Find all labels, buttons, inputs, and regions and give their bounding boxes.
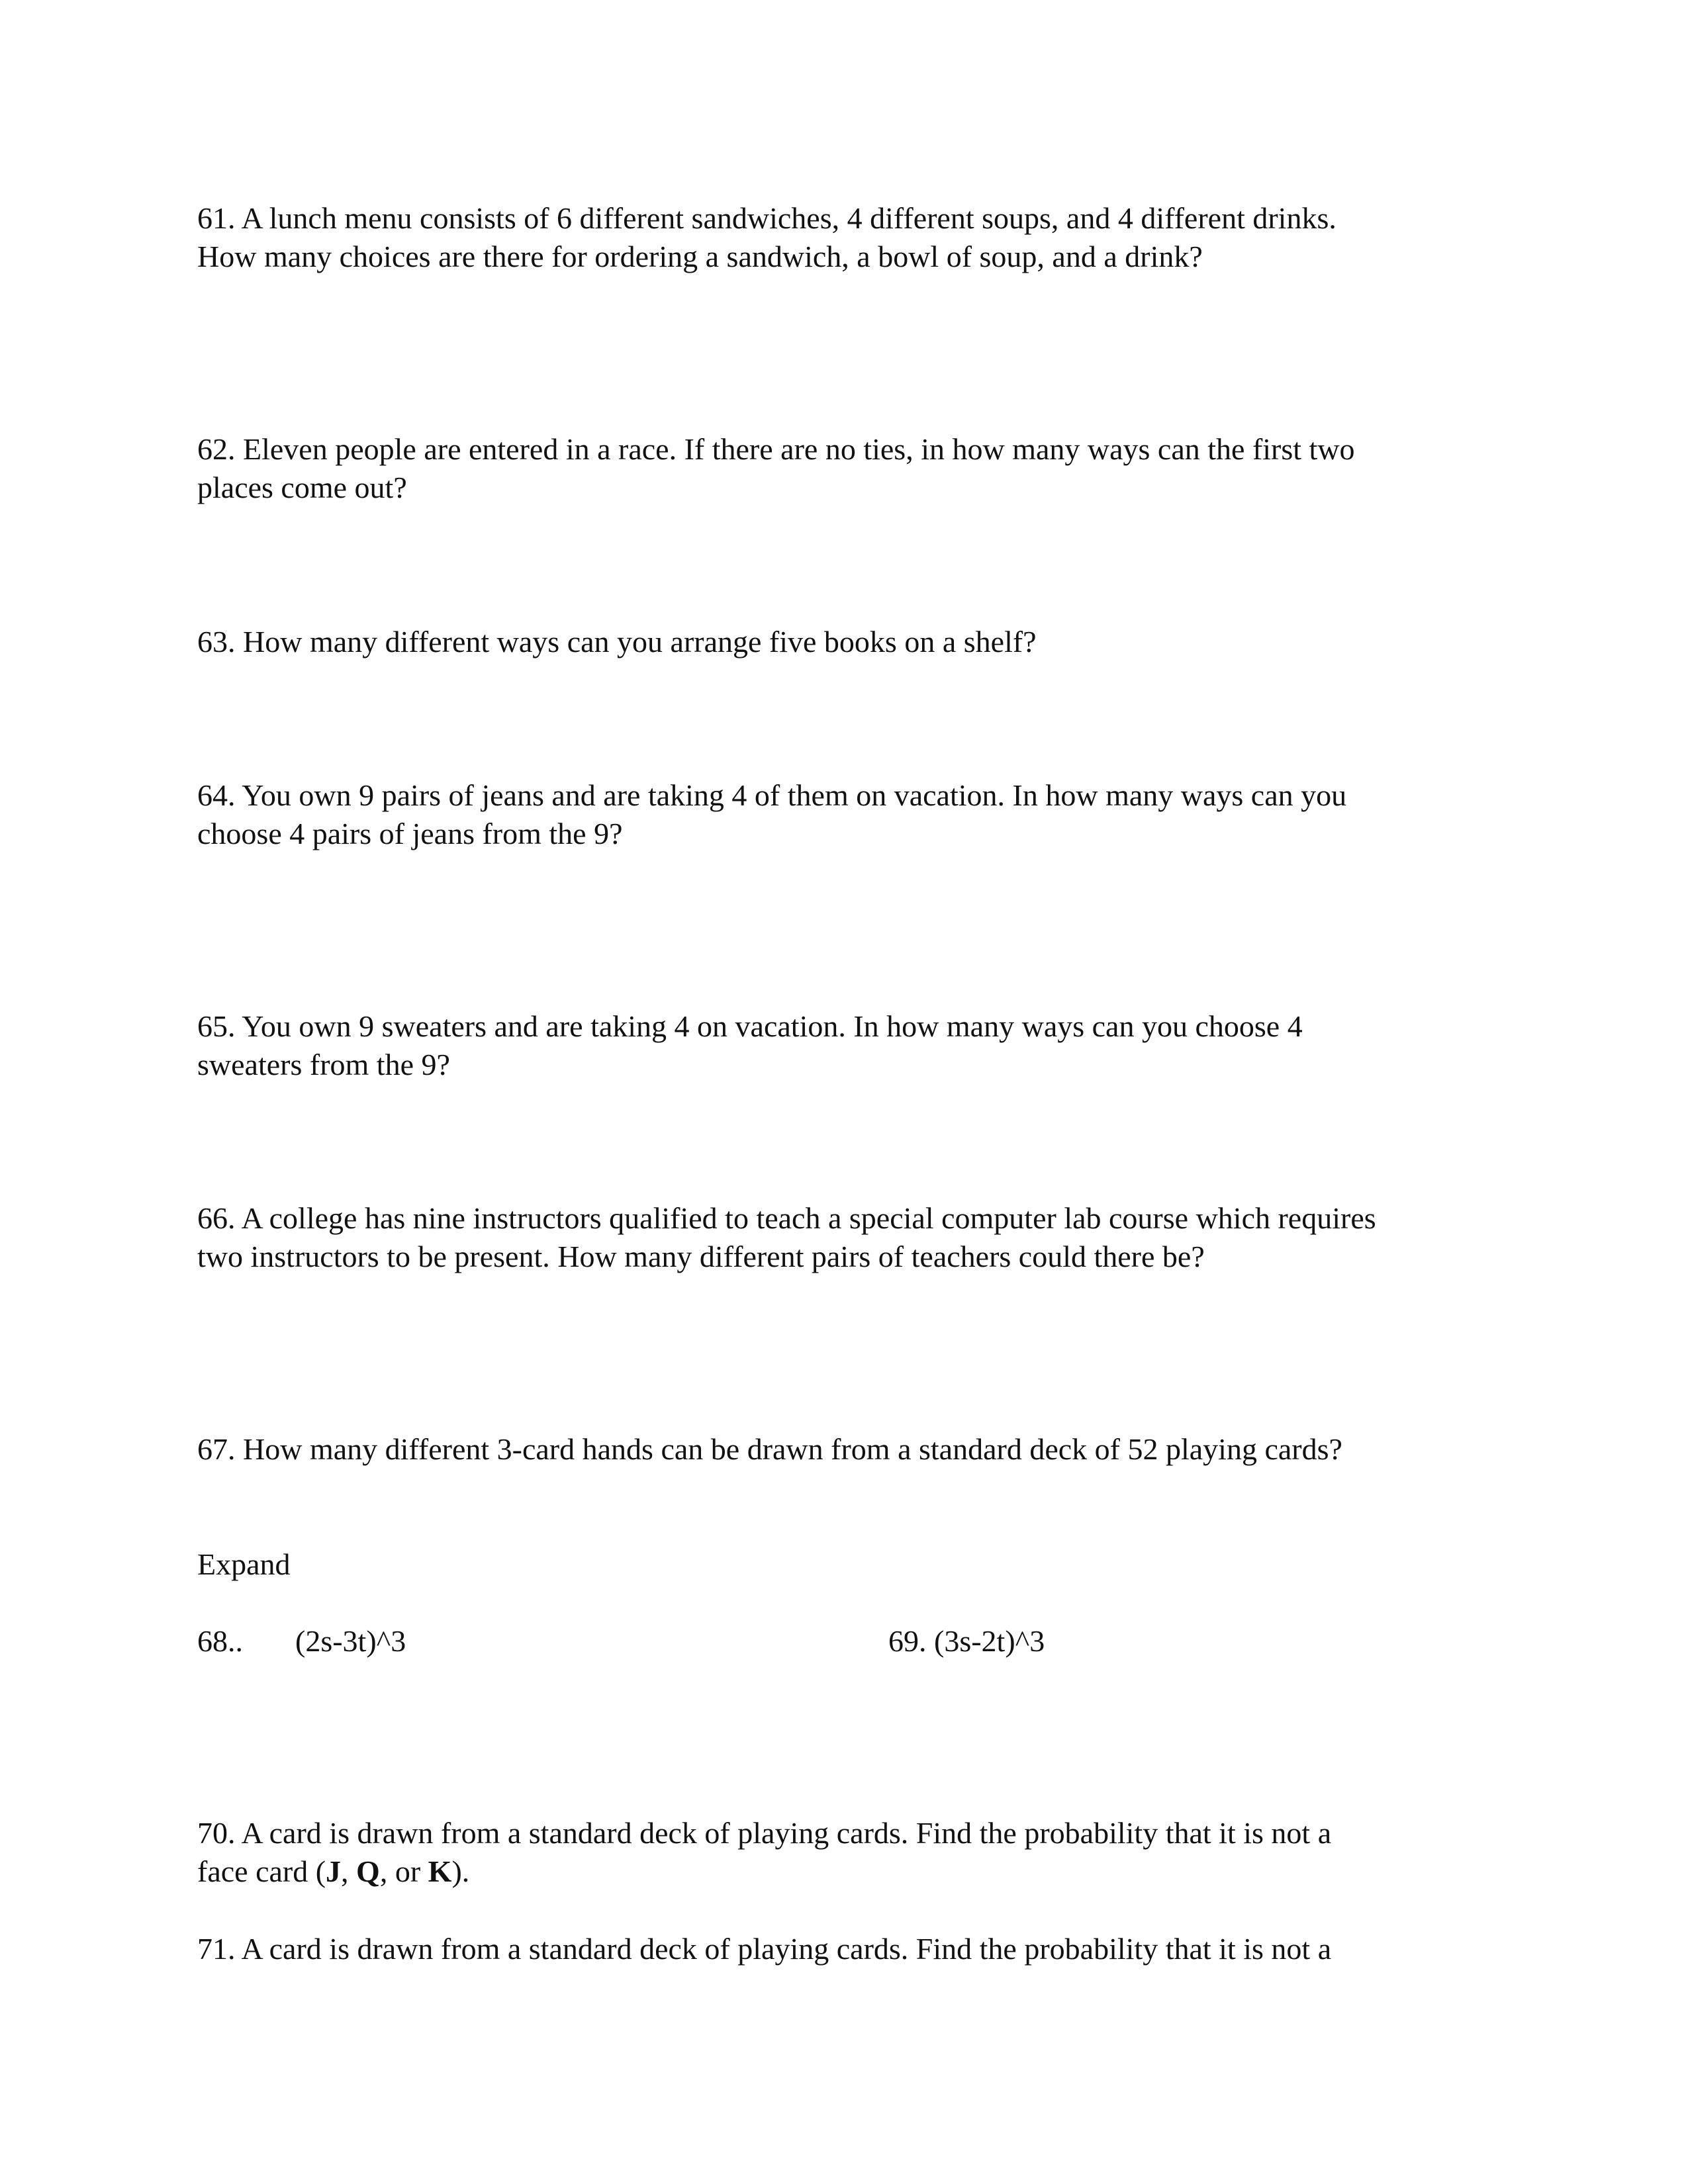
problem-71: [197, 1930, 1495, 1968]
problem-65-line-1: 65. You own 9 sweaters and are taking 4 on vacation. In how many ways can you choose 4: [197, 1009, 1303, 1043]
problem-68-expression: (2s-3t)^3: [295, 1624, 406, 1658]
problem-70-line-1: 70. A card is drawn from a standard deck of playing cards. Find the probability that it is not a: [197, 1816, 1332, 1850]
problem-65-line-2: sweaters from the 9?: [197, 1048, 450, 1081]
problem-66-line-1: 66. A college has nine instructors qualified to teach a special computer lab course which requires: [197, 1201, 1376, 1235]
problem-61-line-2: How many choices are there for ordering a sandwich, a bowl of soup, and a drink?: [197, 240, 1203, 273]
problem-71-line-1: 71. A card is drawn from a standard deck of playing cards. Find the probability that it is not a: [197, 1932, 1332, 1966]
separator-2: , or: [379, 1854, 428, 1888]
problem-61-line-1: 61. A lunch menu consists of 6 different sandwiches, 4 different soups, and 4 different drinks.: [197, 201, 1336, 235]
problem-67: [197, 1430, 1495, 1469]
problem-69-text: 69. (3s-2t)^3: [888, 1624, 1045, 1658]
card-j: J: [326, 1854, 342, 1888]
expand-heading: [197, 1545, 1495, 1584]
card-q: Q: [356, 1854, 380, 1888]
problem-68-number: 68..: [197, 1624, 243, 1658]
problem-70-line-2-suffix: ).: [451, 1854, 470, 1888]
problem-62: [197, 430, 1495, 507]
card-k: K: [428, 1854, 452, 1888]
problem-70: [197, 1814, 1495, 1891]
problem-67-line-1: 67. How many different 3-card hands can be drawn from a standard deck of 52 playing cards?: [197, 1432, 1342, 1466]
problem-63-line-1: 63. How many different ways can you arrange five books on a shelf?: [197, 625, 1037, 659]
separator-1: ,: [341, 1854, 357, 1888]
problem-65: [197, 1007, 1495, 1084]
problem-70-line-2-prefix: face card (: [197, 1854, 326, 1888]
problem-70-line-2: [197, 1852, 1495, 1891]
problem-64: [197, 776, 1495, 853]
problem-66: [197, 1199, 1495, 1276]
problem-66-line-2: two instructors to be present. How many different pairs of teachers could there be?: [197, 1240, 1205, 1273]
problem-62-line-1: 62. Eleven people are entered in a race. If there are no ties, in how many ways can the first two: [197, 432, 1355, 466]
problem-64-line-2: choose 4 pairs of jeans from the 9?: [197, 817, 623, 850]
problem-63: [197, 623, 1495, 661]
problem-64-line-1: 64. You own 9 pairs of jeans and are taking 4 of them on vacation. In how many ways can you: [197, 778, 1347, 812]
problem-61: [197, 199, 1495, 276]
expand-heading-text: Expand: [197, 1547, 291, 1581]
problem-62-line-2: places come out?: [197, 471, 407, 504]
problem-69: [888, 1622, 1045, 1661]
